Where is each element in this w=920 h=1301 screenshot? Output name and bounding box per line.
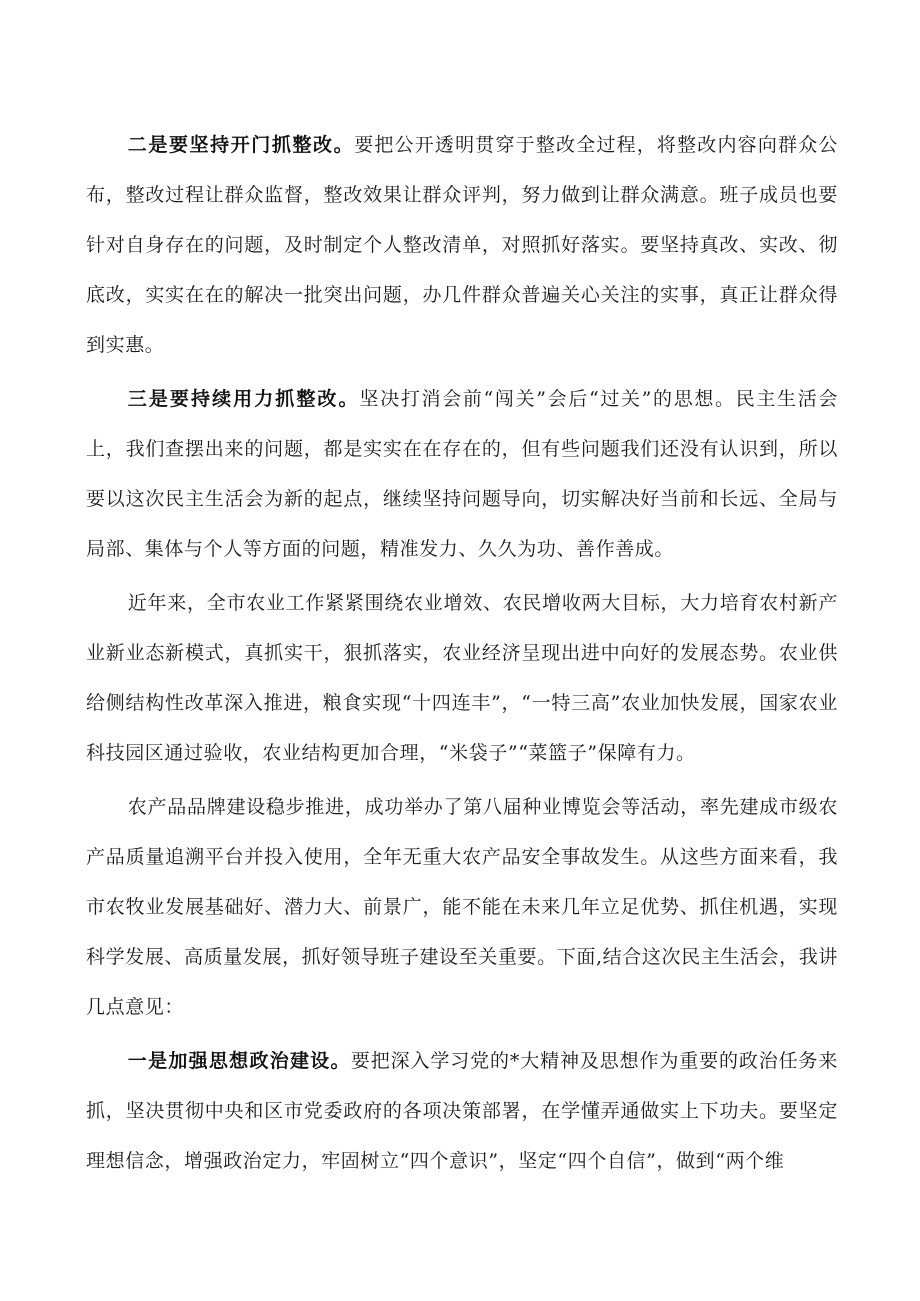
paragraph-text: 农产品品牌建设稳步推进，成功举办了第八届种业博览会等活动，率先建成市级农产品质量追溯平台并投入使用，全年无重大农产品安全事故发生。从这些方面来看，我市农牧业发展基础好、潜力大、前景广，能不能在未来几年立足优势、抓住机遇，实现科学发展、高质量发展，抓好领导班子建设至关重要。下面,结合这次民主生活会，我讲几点意见： — [86, 796, 838, 1018]
paragraph-text: 要把公开透明贯穿于整改全过程，将整改内容向群众公布，整改过程让群众监督，整改效果让群众评判，努力做到让群众满意。班子成员也要针对自身存在的问题，及时制定个人整改清单，对照抓好落实。要坚持真改、实改、彻底改，实实在在的解决一批突出问题，办几件群众普遍关心关注的实事，真正让群众得到实惠。 — [86, 134, 838, 356]
paragraph-text: 要把深入学习党的*大精神及思想作为重要的政治任务来抓，坚决贯彻中央和区市党委政府的各项决策部署，在学懂弄通做实上下功夫。要坚定理想信念，增强政治定力，牢固树立“四个意识”，坚定“四个自信”，做到“两个维 — [86, 1050, 838, 1172]
paragraph-lead-heading: 三是要持续用力抓整改。 — [127, 388, 360, 410]
paragraph-agriculture-overview — [86, 578, 838, 778]
document-body — [86, 120, 838, 1190]
paragraph-open-rectification — [86, 120, 838, 370]
paragraph-lead-heading: 一是加强思想政治建设。 — [127, 1050, 351, 1072]
paragraph-brand-building — [86, 782, 838, 1032]
paragraph-text: 近年来，全市农业工作紧紧围绕农业增效、农民增收两大目标，大力培育农村新产业新业态新模式，真抓实干，狠抓落实，农业经济呈现出进中向好的发展态势。农业供给侧结构性改革深入推进，粮食实现“十四连丰”，“一特三高”农业加快发展，国家农业科技园区通过验收，农业结构更加合理，“米袋子”“菜篮子”保障有力。 — [86, 592, 838, 764]
paragraph-political-building — [86, 1036, 838, 1186]
paragraph-lead-heading: 二是要坚持开门抓整改。 — [127, 134, 355, 156]
paragraph-sustained-rectification — [86, 374, 838, 574]
paragraph-text: 坚决打消会前“闯关”会后“过关”的思想。民主生活会上，我们查摆出来的问题，都是实实在在存在的，但有些问题我们还没有认识到，所以要以这次民主生活会为新的起点，继续坚持问题导向，切实解决好当前和长远、全局与局部、集体与个人等方面的问题，精准发力、久久为功、善作善成。 — [86, 388, 838, 560]
